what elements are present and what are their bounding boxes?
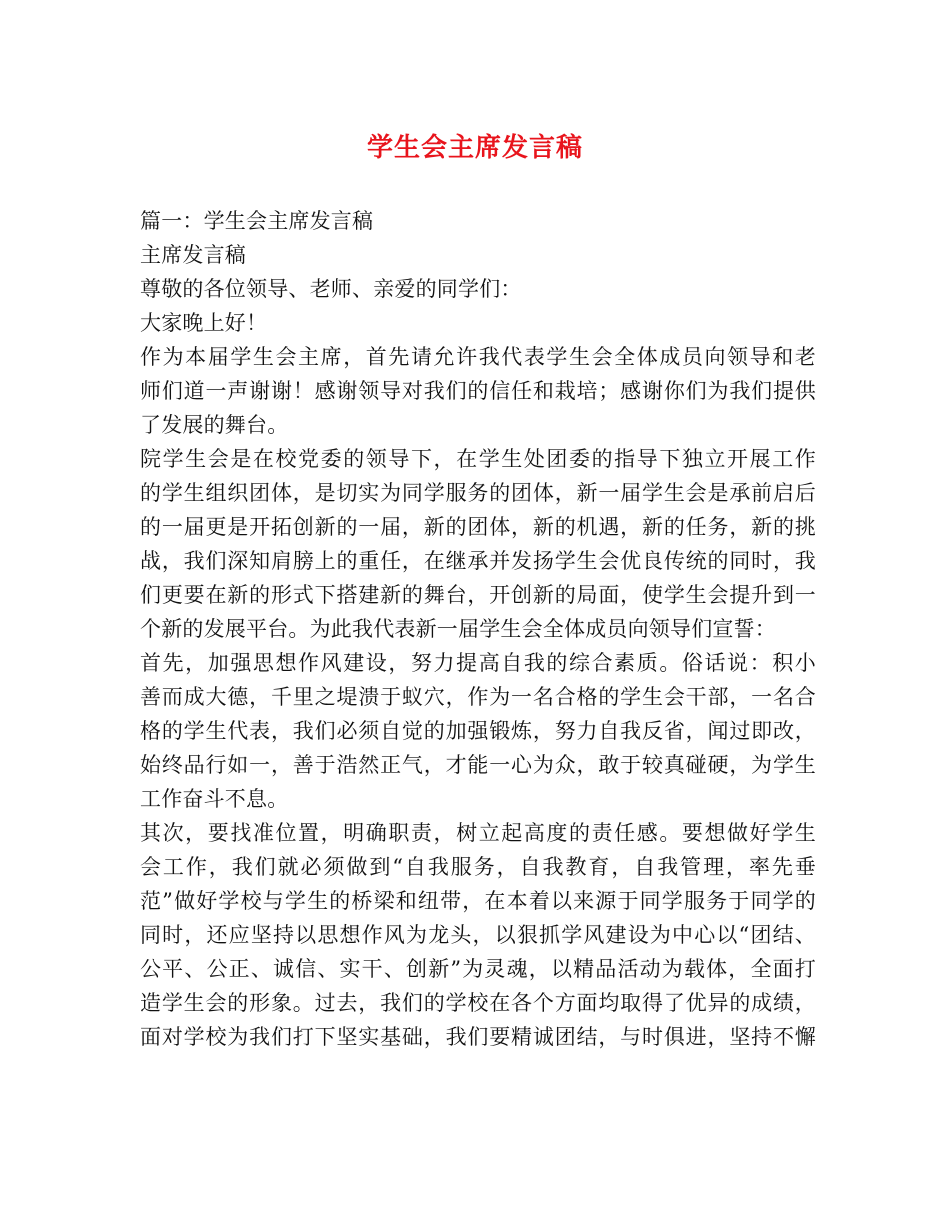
body-line: 篇一：学生会主席发言稿 [140, 209, 374, 233]
body-line: 善而成大德，千里之堤溃于蚁穴，作为一名合格的学生会干部，一名合 [140, 685, 816, 709]
body-line: 同时，还应坚持以思想作风为龙头，以狠抓学风建设为中心以“团结、 [140, 923, 816, 947]
body-line: 的一届更是开拓创新的一届，新的团体，新的机遇，新的任务，新的挑 [140, 515, 816, 539]
body-line: 造学生会的形象。过去，我们的学校在各个方面均取得了优异的成绩， [140, 991, 816, 1015]
body-line: 大家晚上好！ [140, 311, 268, 335]
document-body [140, 204, 816, 1054]
body-line: 其次，要找准位置，明确职责，树立起高度的责任感。要想做好学生 [140, 821, 816, 845]
body-line: 师们道一声谢谢！感谢领导对我们的信任和栽培；感谢你们为我们提供 [140, 379, 816, 403]
body-line: 了发展的舞台。 [140, 413, 289, 437]
body-line: 工作奋斗不息。 [140, 787, 289, 811]
body-line: 们更要在新的形式下搭建新的舞台，开创新的局面，使学生会提升到一 [140, 583, 816, 607]
body-line: 尊敬的各位领导、老师、亲爱的同学们： [140, 277, 522, 301]
body-line: 范”做好学校与学生的桥梁和纽带，在本着以来源于同学服务于同学的 [140, 889, 816, 913]
body-line: 个新的发展平台。为此我代表新一届学生会全体成员向领导们宣誓： [140, 617, 776, 641]
document-title: 学生会主席发言稿 [366, 133, 583, 163]
body-line: 主席发言稿 [140, 243, 246, 267]
body-line: 会工作，我们就必须做到“自我服务，自我教育，自我管理，率先垂 [140, 855, 816, 879]
body-line: 首先，加强思想作风建设，努力提高自我的综合素质。俗话说：积小 [140, 651, 816, 675]
body-line: 始终品行如一，善于浩然正气，才能一心为众，敢于较真碰硬，为学生 [140, 753, 816, 777]
body-line: 作为本届学生会主席，首先请允许我代表学生会全体成员向领导和老 [140, 345, 816, 369]
body-line: 战，我们深知肩膀上的重任，在继承并发扬学生会优良传统的同时，我 [140, 549, 816, 573]
body-line: 公平、公正、诚信、实干、创新”为灵魂，以精品活动为载体，全面打 [140, 957, 816, 981]
body-line: 院学生会是在校党委的领导下，在学生处团委的指导下独立开展工作 [140, 447, 816, 471]
body-line: 格的学生代表，我们必须自觉的加强锻炼，努力自我反省，闻过即改， [140, 719, 816, 743]
body-line: 的学生组织团体，是切实为同学服务的团体，新一届学生会是承前启后 [140, 481, 816, 505]
body-line: 面对学校为我们打下坚实基础，我们要精诚团结，与时俱进，坚持不懈 [140, 1025, 816, 1049]
